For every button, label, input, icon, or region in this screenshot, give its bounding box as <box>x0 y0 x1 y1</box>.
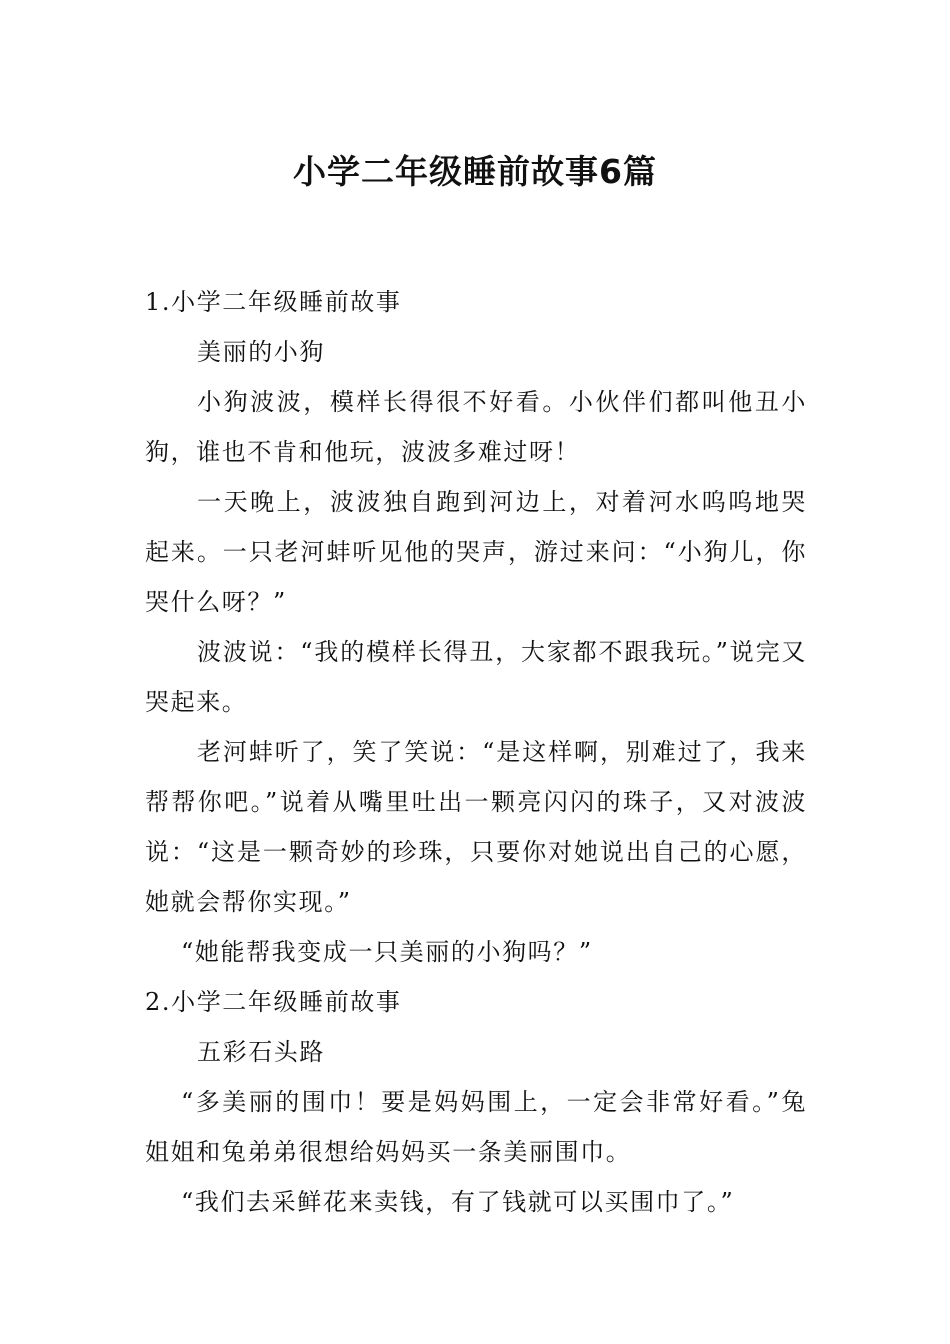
paragraph: 老河蚌听了，笑了笑说：“是这样啊，别难过了，我来帮帮你吧。”说着从嘴里吐出一颗亮闪闪的珠子，又对波波说：“这是一颗奇妙的珍珠，只要你对她说出自己的心愿，她就会帮你实现。” <box>145 738 807 916</box>
document-title: 小学二年级睡前故事6篇 <box>293 152 657 192</box>
paragraph: “她能帮我变成一只美丽的小狗吗？” <box>181 938 593 966</box>
paragraph: 波波说：“我的模样长得丑，大家都不跟我玩。”说完又哭起来。 <box>145 638 807 716</box>
paragraph: “我们去采鲜花来卖钱，有了钱就可以买围巾了。” <box>181 1188 735 1216</box>
paragraph: 小狗波波，模样长得很不好看。小伙伴们都叫他丑小狗，谁也不肯和他玩，波波多难过呀！ <box>145 388 807 466</box>
story-title-1: 美丽的小狗 <box>197 338 325 366</box>
document-body <box>145 277 807 1227</box>
paragraph: “多美丽的围巾！要是妈妈围上，一定会非常好看。”兔姐姐和兔弟弟很想给妈妈买一条美丽围巾。 <box>145 1088 807 1166</box>
paragraph: 一天晚上，波波独自跑到河边上，对着河水呜呜地哭起来。一只老河蚌听见他的哭声，游过来问：“小狗儿，你哭什么呀？” <box>145 488 807 616</box>
story-title-2: 五彩石头路 <box>197 1038 325 1066</box>
section-heading-1: 1.小学二年级睡前故事 <box>145 288 402 316</box>
section-heading-2: 2.小学二年级睡前故事 <box>145 988 402 1016</box>
